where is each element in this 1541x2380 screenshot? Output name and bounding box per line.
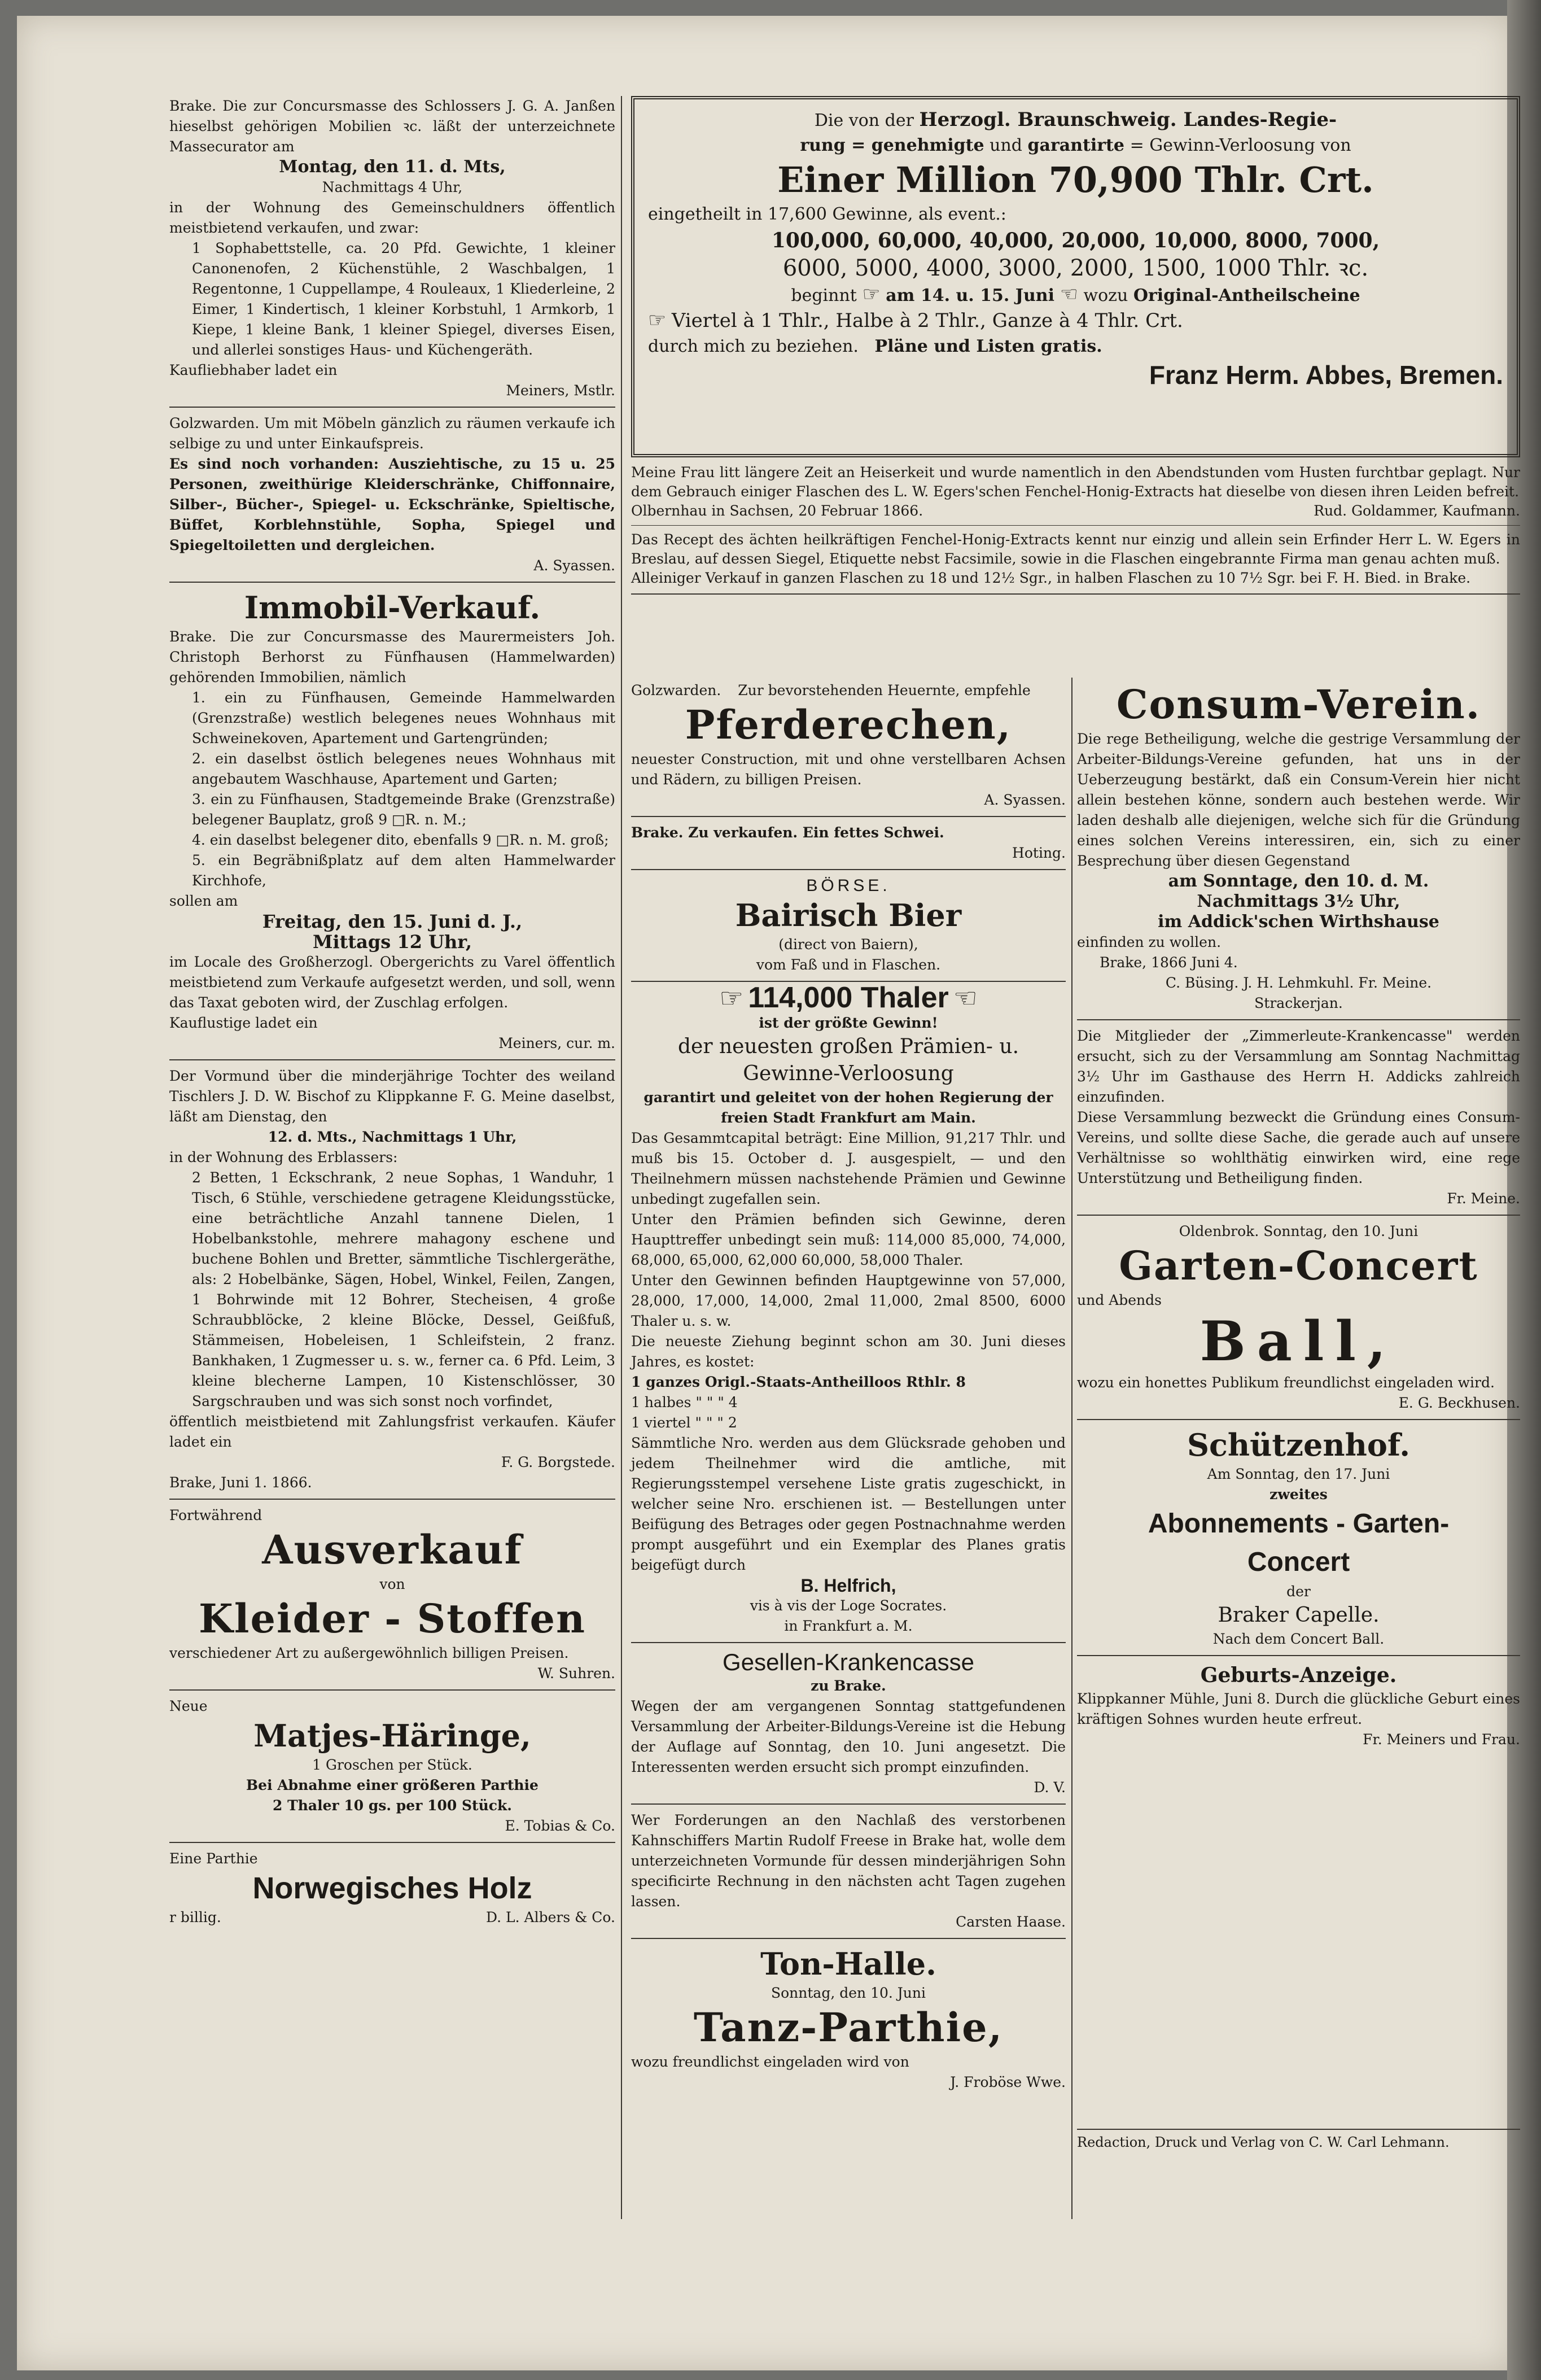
signature: E. G. Beckhusen. [1398,1395,1520,1411]
text: öffentlich meistbietend mit Zahlungsfrist verkaufen. Käufer ladet ein [169,1413,615,1450]
time: Mittags 12 Uhr, [313,931,472,953]
text: Klippkanner Mühle, Juni 8. Durch die glückliche Geburt eines kräftigen Sohnes wurden heute erfreut. [1077,1691,1520,1727]
pointing-hand-icon: ☜ [953,982,978,1014]
ad-title: Ball, [1199,1309,1398,1373]
signature: C. Büsing. J. H. Lehmkuhl. Fr. Meine. [1165,975,1432,991]
text: Kauflustige ladet ein [169,1015,318,1031]
divider [631,593,1520,595]
text: zweites [1269,1486,1328,1503]
ad-frankfurt-lottery [631,981,1066,1636]
text: am 14. u. 15. Juni [886,286,1055,305]
prize-list: 6000, 5000, 4000, 3000, 2000, 1500, 1000 Thlr. ꝛc. [782,255,1369,281]
text: 2 Thaler 10 gs. per 100 Stück. [273,1797,512,1814]
column-rule [621,96,622,2219]
ad-title: Concert [1247,1547,1350,1577]
text: Meine Frau litt längere Zeit an Heiserkeit und wurde namentlich in den Abendstunden vom Husten furchtbar geplagt. Nur dem Gebrauch einiger Flaschen des L. W. Egers'schen Fenchel-Honig-Extracts hat dieselbe von diesen ihren Leiden befreit. [631,464,1520,500]
ad-title: Tanz-Parthie, [693,2004,1004,2051]
ad-title: Kleider - Stoffen [199,1595,586,1642]
text: Golzwarden. [631,682,721,698]
ad-gesellen-krankencasse [631,1649,1066,1798]
text: Herzogl. Braunschweig. Landes-Regie- [919,108,1337,131]
text: vis à vis der Loge Socrates. [750,1597,947,1614]
text: Neue [169,1698,208,1714]
date-line: Brake, Juni 1. 1866. [169,1474,312,1491]
divider [631,1803,1066,1805]
column-rule [1071,678,1072,2219]
ad-norwegisches-holz [169,1849,615,1928]
item-list: 1 Sophabettstelle, ca. 20 Pfd. Gewichte, 1 kleiner Canonenofen, 2 Küchenstühle, 2 Waschbalgen, 1 Regentonne, 1 Cuppellampe, 4 Rouleaux, 1 Kliederleine, 2 Eimer, 1 Kindertisch, 1 kleiner Korbstuhl, 1 Armkorb, 1 Kiepe, 1 kleine Bank, 1 kleiner Spiegel, diverses Eisen, und allerlei sonstiges Haus- und Küchengeräth. [192,240,615,358]
divider [169,582,615,583]
text: sollen am [169,893,238,909]
ad-title: Abonnements - Garten- [1148,1509,1450,1539]
text: = Gewinn-Verloosung von [1130,136,1351,155]
ad-consum-verein [1077,680,1520,1014]
text: Brake, 1866 Juni 4. [1100,954,1238,971]
pointing-hand-icon: ☞ [648,309,667,332]
ad-brake-janssen [169,96,615,401]
ad-golzwarden-moebel [169,413,615,576]
text: durch mich zu beziehen. [648,337,859,356]
text: Brake. Die zur Concursmasse des Maurermeisters Joh. Christoph Berhorst zu Fünfhausen (Hammelwarden) gehörenden Immobilien, nämlich [169,628,615,685]
divider [169,407,615,408]
signature: Franz Herm. Abbes, Bremen. [1149,360,1503,390]
divider [631,1642,1066,1643]
text: zu Brake. [811,1678,886,1694]
text: Die von der [814,111,914,130]
divider [169,1499,615,1500]
ad-vormund-bischof [169,1066,615,1493]
ad-zimmerleute [1077,1026,1520,1209]
text: Der Vormund über die minderjährige Tochter des weiland Tischlers J. D. W. Bischof zu Klippkanne F. G. Meine daselbst, läßt am Dienstag, den [169,1068,615,1125]
text: einfinden zu wollen. [1077,934,1222,950]
text: in Frankfurt a. M. [784,1618,913,1634]
text: garantirte [1027,136,1125,155]
text: Es sind noch vorhanden: Ausziehtische, zu 15 u. 25 Personen, zweithürige Kleiderschränke, Chiffonnaire, Silber-, Bücher-, Spiegel- u. Eckschränke, Spieltische, Büffet, Korblehnstühle, Sopha, Spiegel und Spiegeltoiletten und dergleichen. [169,456,615,553]
ad-ausverkauf [169,1505,615,1684]
divider [631,525,1520,526]
ad-title: Consum-Verein. [1116,681,1481,728]
signature: Meiners, cur. m. [498,1035,615,1051]
prize-list: 100,000, 60,000, 40,000, 20,000, 10,000, 8000, 7000, [771,229,1380,252]
text: von [379,1576,405,1592]
text: und Abends [1077,1292,1162,1308]
ad-title: Matjes-Häringe, [253,1718,531,1754]
ad-title: Ausverkauf [262,1526,523,1573]
text: Unter den Gewinnen befinden Hauptgewinne von 57,000, 28,000, 17,000, 14,000, 2mal 11,000, 2mal 8500, 6000 Thaler u. s. w. [631,1272,1066,1329]
ad-title: Norwegisches Holz [252,1871,532,1905]
signature: Strackerjan. [1254,995,1343,1011]
ad-title: Garten-Concert [1119,1242,1478,1289]
text: Redaction, Druck und Verlag von C. W. Carl Lehmann. [1077,2134,1450,2150]
signature: Fr. Meiners und Frau. [1363,1731,1520,1748]
signature: Rud. Goldammer, Kaufmann. [1314,503,1520,519]
text: Sonntag, den 10. Juni [771,1985,926,2001]
text: wozu freundlichst eingeladen wird von [631,2054,909,2070]
text: Das Recept des ächten heilkräftigen Fenchel-Honig-Extracts kennt nur einzig und allein sein Erfinder Herr L. W. Egers in Breslau, auf dessen Siegel, Etiquette nebst Facsimile, sowie in die Flaschen eingebrannte Firma man genau achten muß. [631,531,1520,567]
divider [1077,1019,1520,1020]
list-item: 1. ein zu Fünfhausen, Gemeinde Hammelwarden (Grenzstraße) westlich belegenes neues Wohnhaus mit Schweinekoven, Apartement und Gartengründen; [192,689,615,746]
text: Die rege Betheiligung, welche die gestrige Versammlung der Arbeiter-Bildungs-Vereine gefunden, hat uns in der Ueberzeugung bestärkt, daß ein Consum-Verein hier nicht allein bestehen könne, sondern auch bestehen werde. Wir laden deshalb alle diejenigen, welche sich für die Gründung eines solchen Vereins interessiren, ein, sich zu einer Besprechung über diesen Gegenstand [1077,731,1520,869]
place: im Addick'schen Wirthshause [1158,912,1439,932]
signature: W. Suhren. [537,1665,615,1682]
date: Freitag, den 15. Juni d. J., [262,911,523,932]
text: ist der größte Gewinn! [759,1015,938,1031]
list-item: 3. ein zu Fünfhausen, Stadtgemeinde Brake (Grenzstraße) belegener Bauplatz, groß 9 □R. n. M.; [192,791,615,828]
list-item: 4. ein daselbst belegener dito, ebenfalls 9 □R. n. M. groß; [192,832,609,848]
text: Olbernhau in Sachsen, 20 Februar 1866. [631,503,923,519]
ad-boerse-bier [631,876,1066,975]
ad-title: 114,000 Thaler [748,981,949,1014]
text: der [1286,1583,1311,1600]
ad-pferderechen [631,680,1066,810]
signature: E. Tobias & Co. [505,1818,615,1834]
text: Fortwährend [169,1507,262,1523]
text: Eine Parthie [169,1850,258,1867]
signature: Meiners, Mstlr. [506,382,615,399]
text: r billig. [169,1909,221,1925]
text: verschiedener Art zu außergewöhnlich billigen Preisen. [169,1645,569,1661]
text: der neuesten großen Prämien- u. [677,1035,1019,1058]
text: Brake. Zu verkaufen. Ein fettes Schwei. [631,824,944,841]
text: Diese Versammlung bezweckt die Gründung eines Consum-Vereins, und sollte diese Sache, die gerade auch auf unsere Verhältnisse so wohlthätig einwirken wird, eine rege Unterstützung und Betheiligung finden. [1077,1109,1520,1186]
ad-title: Einer Million 70,900 Thlr. Crt. [777,159,1374,200]
ad-geburts-anzeige [1077,1662,1520,1750]
divider [169,1842,615,1843]
text: Die neueste Ziehung beginnt schon am 30. Juni dieses Jahres, es kostet: [631,1333,1066,1370]
price-row: 1 ganzes Origl.-Staats-Antheilloos Rthlr. 8 [631,1374,966,1390]
price-row: 1 viertel " " " 2 [631,1414,737,1431]
ad-ton-halle [631,1945,1066,2093]
signature: D. V. [1034,1779,1066,1796]
text: in der Wohnung des Gemeinschuldners öffentlich meistbietend verkaufen, und zwar: [169,199,615,236]
text: wozu ein honettes Publikum freundlichst eingeladen wird. [1077,1374,1495,1391]
signature: Carsten Haase. [956,1914,1066,1930]
pointing-hand-icon: ☜ [1060,283,1078,306]
text: Bei Abnahme einer größeren Parthie [246,1777,539,1793]
text: Wer Forderungen an den Nachlaß des verstorbenen Kahnschiffers Martin Rudolf Freese in Brake hat, wolle dem unterzeichneten Vormunde für dessen minderjährigen Sohn specificirte Rechnung in den nächsten acht Tagen zugehen lassen. [631,1812,1066,1910]
divider [631,1938,1066,1939]
text: Das Gesammtcapital beträgt: Eine Million, 91,217 Thlr. und muß bis 15. October d. J. ausgespielt, — und den Theilnehmern müssen nachstehende Prämien und Gewinne unbedingt zugefallen sein. [631,1130,1066,1207]
signature: B. Helfrich, [800,1575,896,1596]
text: Oldenbrok. Sonntag, den 10. Juni [1179,1223,1419,1239]
text: eingetheilt in 17,600 Gewinne, als event.: [648,204,1006,224]
auction-time: Nachmittags 4 Uhr, [322,179,463,195]
signature: J. Froböse Wwe. [950,2074,1066,2090]
text: Original-Antheilscheine [1133,286,1360,305]
divider [631,869,1066,870]
text: Alleiniger Verkauf in ganzen Flaschen zu 18 und 12½ Sgr., in halben Flaschen zu 10 7½ Sgr. bei F. H. Bied. in Brake. [631,570,1471,586]
imprint [1077,2129,1520,2151]
text: Am Sonntag, den 17. Juni [1207,1466,1390,1482]
text: Sämmtliche Nro. werden aus dem Glücksrade gehoben und jedem Theilnehmer wird die amtliche, mit Regierungsstempel versehene Liste gratis zugeschickt, in welcher seine Nro. erschienen ist. — Bestellungen unter Beifügung des Betrages oder gegen Postnachnahme werden prompt ausgeführt und ein Exemplar des Planes gratis beigefügt durch [631,1435,1066,1573]
ad-title: Geburts-Anzeige. [1200,1663,1397,1687]
ad-title: Ton-Halle. [760,1946,936,1982]
divider [631,816,1066,817]
text: rung = genehmigte [800,136,984,155]
ad-title: Schützenhof. [1187,1427,1410,1463]
time: Nachmittags 3½ Uhr, [1197,892,1400,911]
ad-title: Bairisch Bier [735,897,962,933]
text: Gewinne-Verloosung [743,1062,954,1085]
price-row: 1 halbes " " " 4 [631,1394,738,1410]
list-item: 5. ein Begräbnißplatz auf dem alten Hammelwarder Kirchhofe, [192,852,615,889]
text: Pläne und Listen gratis. [874,337,1102,356]
signature: Fr. Meine. [1447,1190,1520,1207]
list-item: 2. ein daselbst östlich belegenes neues Wohnhaus mit angebautem Waschhause, Apartement und Garten; [192,750,615,787]
ad-schwein [631,823,1066,863]
ad-title: Gesellen-Krankencasse [723,1649,974,1675]
column-right [1077,680,1520,1750]
divider [1077,1215,1520,1216]
text: (direct von Baiern), [778,936,918,953]
auction-date: Montag, den 11. d. Mts, [279,157,506,177]
text: Brake. Die zur Concursmasse des Schlossers J. G. A. Janßen hieselbst gehörigen Mobilien ꝛc. läßt der unterzeichnete Massecurator am [169,98,615,155]
ad-title: Pferderechen, [685,701,1012,748]
text: garantirt und geleitet von der hohen Regierung der freien Stadt Frankfurt am Main. [643,1089,1053,1126]
text: Zur bevorstehenden Heuernte, empfehle [738,682,1031,698]
signature: A. Syassen. [984,792,1066,808]
text: Die Mitglieder der „Zimmerleute-Krankencasse" werden ersucht, sich zu der Versammlung am Sonntag Nachmittag 3½ Uhr im Gasthause des Herrn H. Addicks zahlreich einzufinden. [1077,1028,1520,1105]
divider [169,1059,615,1060]
text: Viertel à 1 Thlr., Halbe à 2 Thlr., Ganze à 4 Thlr. Crt. [671,309,1183,332]
ad-matjes [169,1696,615,1836]
signature: F. G. Borgstede. [501,1454,615,1470]
pointing-hand-icon: ☞ [862,283,881,306]
pointing-hand-icon: ☞ [719,982,744,1014]
text: Wegen der am vergangenen Sonntag stattgefundenen Versammlung der Arbeiter-Bildungs-Vereine ist die Hebung der Auflage auf Sonntag, den 10. Juni angesetzt. Die Interessenten werden ersucht sich prompt einzufinden. [631,1698,1066,1775]
divider [1077,1655,1520,1656]
date: 12. d. Mts., Nachmittags 1 Uhr, [268,1129,517,1145]
ad-lottery-abbes [631,96,1520,457]
date: am Sonntage, den 10. d. M. [1168,871,1429,891]
column-middle [631,680,1066,2093]
text: 1 Groschen per Stück. [312,1757,472,1773]
ad-title: Immobil-Verkauf. [244,589,541,626]
text: beginnt [791,286,857,305]
ad-freese [631,1810,1066,1932]
text: in der Wohnung des Erblassers: [169,1149,398,1165]
ad-schuetzenhof [1077,1426,1520,1649]
text: Golzwarden. Um mit Möbeln gänzlich zu räumen verkaufe ich selbige zu und unter Einkaufspreis. [169,415,615,452]
text: Braker Capelle. [1218,1604,1380,1627]
ad-immobil-verkauf [169,588,615,1054]
text: und [990,136,1022,155]
text: Kaufliebhaber ladet ein [169,362,338,378]
text: Nach dem Concert Ball. [1212,1631,1385,1647]
divider [1077,1419,1520,1420]
text: neuester Construction, mit und ohne verstellbaren Achsen und Rädern, zu billigen Preisen. [631,751,1066,788]
ad-egers-fenchel [631,463,1520,600]
text: BÖRSE. [806,876,891,895]
signature: Hoting. [1012,845,1066,861]
text: Unter den Prämien befinden sich Gewinne, deren Haupttreffer unbedingt sein muß: 114,000 85,000, 74,000, 68,000, 65,000, 62,000 60,000, 58,000 Thaler. [631,1211,1066,1268]
divider [169,1689,615,1691]
item-list: 2 Betten, 1 Eckschrank, 2 neue Sophas, 1 Wanduhr, 1 Tisch, 6 Stühle, verschiedene getragene Kleidungsstücke, eine beträchtliche Anzahl tannene Dielen, 1 Hobelbankstohle, mehrere mahagony eschene und buchene Bohlen und Bretter, sämmtliche Tischlergeräthe, als: 2 Hobelbänke, Sägen, Hobel, Winkel, Feilen, Zangen, 1 Bohrwinde mit 12 Bohrer, Stecheisen, 4 große Schraubblöcke, 2 kleine Blöcke, Dessel, Geißfuß, Stämmeisen, Hobeleisen, 1 Schleifstein, 2 franz. Bankhaken, 1 Zugmesser u. s. w., ferner ca. 6 Pfd. Leim, 3 kleine blecherne Lampen, 10 Kistenschlösser, 30 Sargschrauben und was sich sonst noch vorfindet, [192,1169,615,1409]
text: wozu [1083,286,1128,305]
column-left [169,96,615,1928]
signature: A. Syassen. [533,557,615,574]
signature: D. L. Albers & Co. [485,1909,615,1925]
text: im Locale des Großherzogl. Obergerichts zu Varel öffentlich meistbietend zum Verkaufe aufgesetzt werden, und soll, wenn das Taxat geboten wird, der Zuschlag erfolgen. [169,954,615,1011]
text: vom Faß und in Flaschen. [756,957,941,973]
ad-garten-concert [1077,1221,1520,1413]
